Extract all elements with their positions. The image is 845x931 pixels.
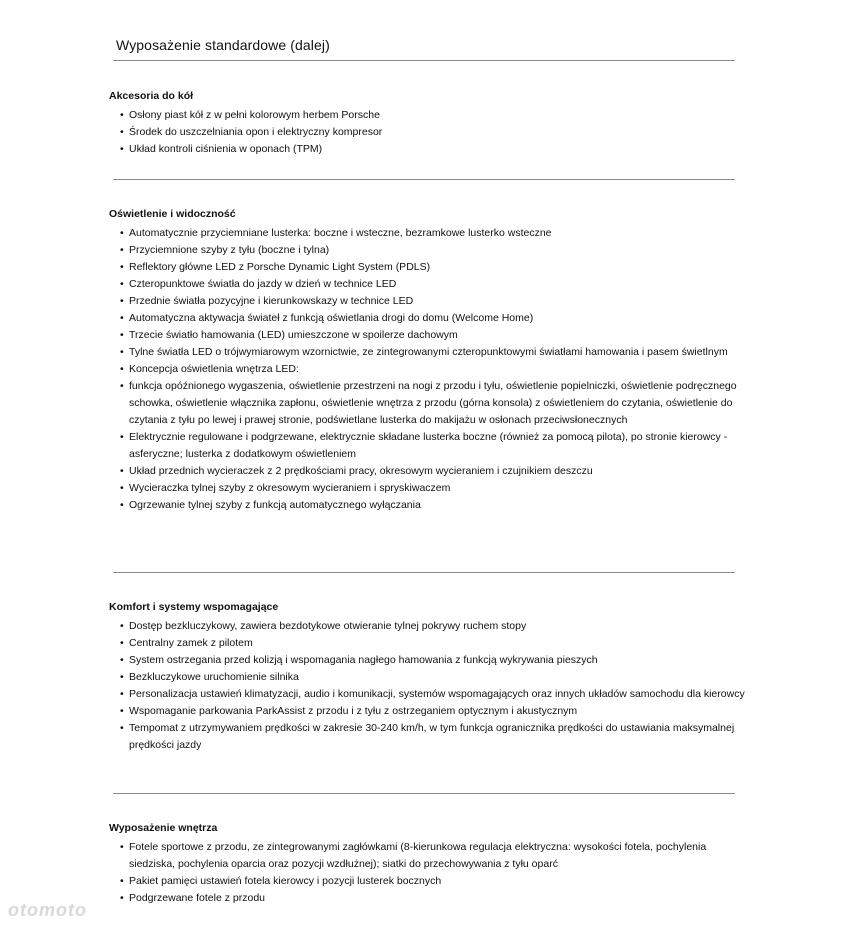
bullet-icon: •	[120, 244, 124, 256]
item-list	[109, 839, 749, 907]
list-item-text: funkcja opóźnionego wygaszenia, oświetlenie przestrzeni na nogi z przodu i tyłu, oświetlenie popielniczki, oświetlenie podręcznego schowka, oświetlenie włącznika zapłonu, oświetlenie wnętrza z przodu (górna konsola) z oświetleniem do czytania, oświetlenie do czytania z tyłu po lewej i prawej stronie, podświetlane lusterka do makijażu w osłonach przeciwsłonecznych	[129, 380, 737, 426]
bullet-icon: •	[120, 109, 124, 121]
list-item	[109, 124, 749, 141]
list-item-text: Wycieraczka tylnej szyby z okresowym wycieraniem i spryskiwaczem	[129, 482, 451, 494]
list-item	[109, 107, 749, 124]
list-item	[109, 480, 749, 497]
list-item-text: Układ kontroli ciśnienia w oponach (TPM)	[129, 143, 323, 155]
list-item-text: System ostrzegania przed kolizją i wspomagania nagłego hamowania z funkcją wykrywania pieszych	[129, 654, 598, 666]
list-item	[109, 259, 749, 276]
list-item	[109, 225, 749, 242]
list-item-text: Wspomaganie parkowania ParkAssist z przodu i z tyłu z ostrzeganiem optycznym i akustycznym	[129, 705, 578, 717]
list-item-text: Elektrycznie regulowane i podgrzewane, elektrycznie składane lusterka boczne (również za pomocą pilota), po stronie kierowcy - asferyczne; lusterka z dodatkowym oświetleniem	[129, 431, 728, 460]
list-item	[109, 378, 749, 429]
list-item-text: Przednie światła pozycyjne i kierunkowskazy w technice LED	[129, 295, 414, 307]
list-item-text: Tempomat z utrzymywaniem prędkości w zakresie 30-240 km/h, w tym funkcja ogranicznika prędkości do ustawiania maksymalnej prędkości jazdy	[129, 722, 735, 751]
bullet-icon: •	[120, 499, 124, 511]
item-list	[109, 618, 749, 754]
list-item	[109, 463, 749, 480]
list-item-text: Fotele sportowe z przodu, ze zintegrowanymi zagłówkami (8-kierunkowa regulacja elektryczna: wysokości fotela, pochylenia siedziska, pochylenia oparcia oraz pozycji wzdłużnej); siatki do przechowywania z tyłu oparć	[129, 841, 707, 870]
section-divider	[113, 179, 735, 180]
list-item	[109, 618, 749, 635]
bullet-icon: •	[120, 465, 124, 477]
bullet-icon: •	[120, 482, 124, 494]
list-item-text: Przyciemnione szyby z tyłu (boczne i tylna)	[129, 244, 330, 256]
item-list	[109, 225, 749, 514]
list-item	[109, 310, 749, 327]
list-item-text: Centralny zamek z pilotem	[129, 637, 253, 649]
list-item-text: Tylne światła LED o trójwymiarowym wzornictwie, ze zintegrowanymi czteropunktowymi światłami hamowania i pasem świetlnym	[129, 346, 728, 358]
list-item-text: Ogrzewanie tylnej szyby z funkcją automatycznego wyłączania	[129, 499, 421, 511]
watermark-logo: otomoto	[8, 900, 87, 920]
bullet-icon: •	[120, 329, 124, 341]
list-item	[109, 242, 749, 259]
section-lighting-visibility	[109, 207, 749, 514]
section-interior	[109, 821, 749, 907]
bullet-icon: •	[120, 722, 124, 734]
list-item	[109, 429, 749, 463]
list-item-text: Personalizacja ustawień klimatyzacji, audio i komunikacji, systemów wspomagających oraz innych układów samochodu dla kierowcy	[129, 688, 745, 700]
list-item-text: Trzecie światło hamowania (LED) umieszczone w spoilerze dachowym	[129, 329, 458, 341]
list-item-text: Osłony piast kół z w pełni kolorowym herbem Porsche	[129, 109, 380, 121]
list-item	[109, 873, 749, 890]
bullet-icon: •	[120, 688, 124, 700]
list-item	[109, 141, 749, 158]
list-item	[109, 720, 749, 754]
bullet-icon: •	[120, 312, 124, 324]
bullet-icon: •	[120, 295, 124, 307]
list-item	[109, 344, 749, 361]
bullet-icon: •	[120, 143, 124, 155]
list-item-text: Automatyczna aktywacja świateł z funkcją oświetlania drogi do domu (Welcome Home)	[129, 312, 534, 324]
list-item	[109, 361, 749, 378]
list-item-text: Bezkluczykowe uruchomienie silnika	[129, 671, 299, 683]
list-item	[109, 293, 749, 310]
list-item	[109, 839, 749, 873]
list-item-text: Czteropunktowe światła do jazdy w dzień w technice LED	[129, 278, 397, 290]
list-item	[109, 652, 749, 669]
bullet-icon: •	[120, 637, 124, 649]
bullet-icon: •	[120, 227, 124, 239]
list-item	[109, 686, 749, 703]
bullet-icon: •	[120, 671, 124, 683]
bullet-icon: •	[120, 705, 124, 717]
bullet-icon: •	[120, 654, 124, 666]
title-divider	[113, 60, 735, 61]
section-title: Akcesoria do kół	[109, 90, 194, 102]
list-item-text: Reflektory główne LED z Porsche Dynamic Light System (PDLS)	[129, 261, 431, 273]
list-item	[109, 669, 749, 686]
list-item	[109, 327, 749, 344]
section-divider	[113, 793, 735, 794]
section-wheel-accessories	[109, 89, 749, 158]
section-title: Komfort i systemy wspomagające	[109, 601, 279, 613]
bullet-icon: •	[120, 620, 124, 632]
bullet-icon: •	[120, 841, 124, 853]
bullet-icon: •	[120, 431, 124, 443]
section-divider	[113, 572, 735, 573]
list-item	[109, 276, 749, 293]
bullet-icon: •	[120, 363, 124, 375]
page-title: Wyposażenie standardowe (dalej)	[116, 37, 330, 53]
list-item	[109, 890, 749, 907]
section-title: Wyposażenie wnętrza	[109, 822, 218, 834]
list-item	[109, 703, 749, 720]
list-item-text: Dostęp bezkluczykowy, zawiera bezdotykowe otwieranie tylnej pokrywy ruchem stopy	[129, 620, 527, 632]
section-title: Oświetlenie i widoczność	[109, 208, 236, 220]
bullet-icon: •	[120, 261, 124, 273]
bullet-icon: •	[120, 892, 124, 904]
bullet-icon: •	[120, 346, 124, 358]
bullet-icon: •	[120, 278, 124, 290]
list-item	[109, 497, 749, 514]
list-item	[109, 635, 749, 652]
list-item-text: Układ przednich wycieraczek z 2 prędkościami pracy, okresowym wycieraniem i czujnikiem deszczu	[129, 465, 593, 477]
bullet-icon: •	[120, 380, 124, 392]
section-comfort-assist	[109, 600, 749, 754]
list-item-text: Automatycznie przyciemniane lusterka: boczne i wsteczne, bezramkowe lusterko wsteczne	[129, 227, 552, 239]
bullet-icon: •	[120, 126, 124, 138]
list-item-text: Środek do uszczelniania opon i elektryczny kompresor	[129, 126, 383, 138]
list-item-text: Koncepcja oświetlenia wnętrza LED:	[129, 363, 299, 375]
list-item-text: Pakiet pamięci ustawień fotela kierowcy i pozycji lusterek bocznych	[129, 875, 442, 887]
item-list	[109, 107, 749, 158]
bullet-icon: •	[120, 875, 124, 887]
list-item-text: Podgrzewane fotele z przodu	[129, 892, 266, 904]
